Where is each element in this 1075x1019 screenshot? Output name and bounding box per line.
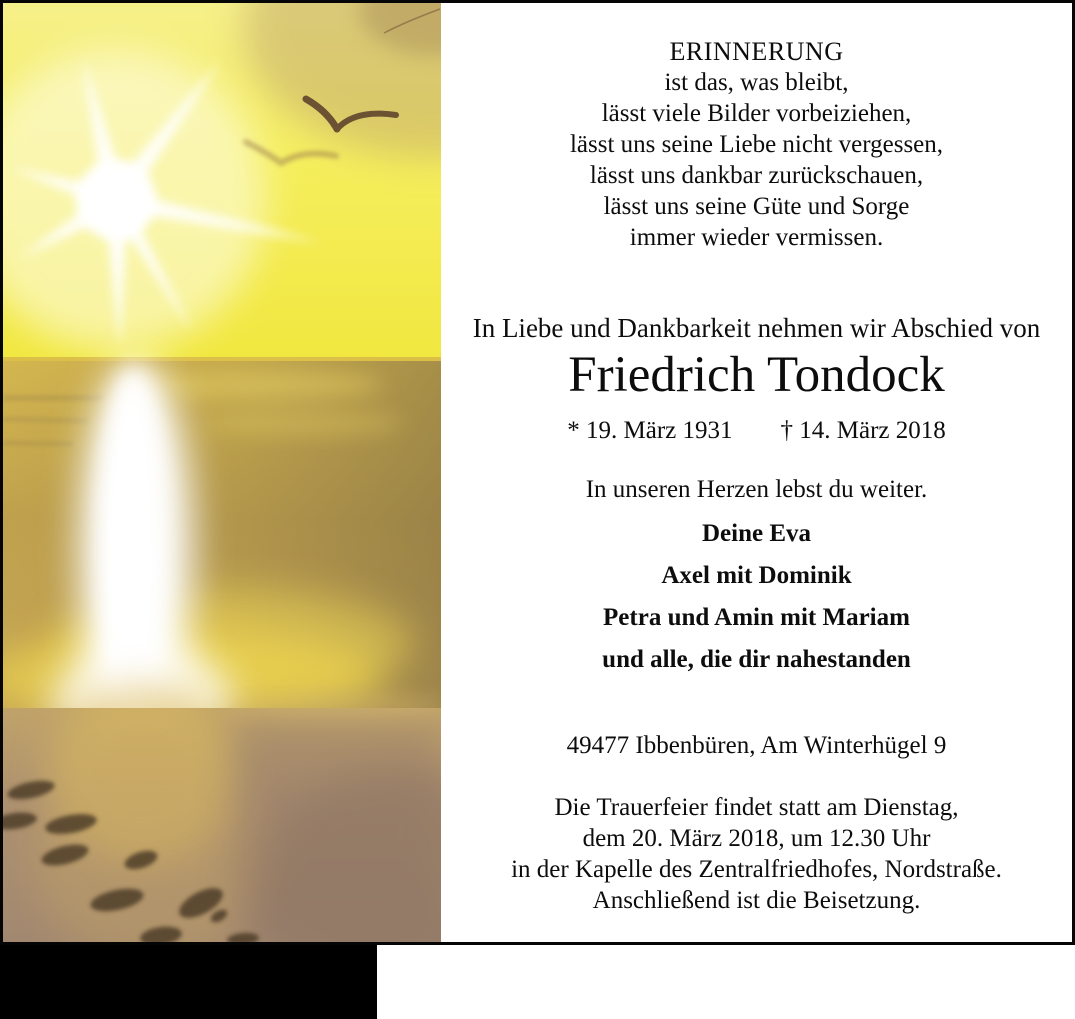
home-address: 49477 Ibbenbüren, Am Winterhügel 9 [566, 732, 947, 759]
scan-black-bar [0, 945, 377, 1019]
poem-line: ist das, was bleibt, [664, 69, 849, 96]
poem-line: lässt uns seine Güte und Sorge [603, 193, 910, 220]
life-dates [441, 417, 1072, 445]
mourner-line: und alle, die dir nahestanden [602, 646, 911, 673]
deceased-name: Friedrich Tondock [568, 347, 945, 403]
funeral-details [441, 792, 1072, 916]
poem-line: lässt uns seine Liebe nicht vergessen, [569, 131, 944, 158]
funeral-line: Anschließend ist die Beisetzung. [592, 887, 921, 914]
remembrance-line: In unseren Herzen lebst du weiter. [585, 476, 928, 503]
birth-date: * 19. März 1931 [567, 417, 733, 444]
poem-line: immer wieder vermissen. [629, 224, 884, 251]
poem-line: lässt viele Bilder vorbeiziehen, [601, 100, 912, 127]
mourner-line: Axel mit Dominik [661, 562, 852, 589]
memorial-sunset-photo [3, 3, 441, 942]
death-date: † 14. März 2018 [780, 417, 946, 444]
mourners-list [441, 513, 1072, 681]
funeral-line: dem 20. März 2018, um 12.30 Uhr [582, 825, 931, 852]
funeral-line: Die Trauerfeier findet statt am Dienstag, [554, 794, 959, 821]
funeral-line: in der Kapelle des Zentralfriedhofes, Nordstraße. [511, 856, 1002, 883]
poem-title: ERINNERUNG [669, 37, 844, 66]
mourner-line: Deine Eva [701, 520, 812, 547]
memorial-poem [441, 36, 1072, 253]
mourner-line: Petra und Amin mit Mariam [603, 604, 910, 631]
beach-sand [3, 683, 441, 942]
poem-line: lässt uns dankbar zurückschauen, [589, 162, 924, 189]
farewell-intro-line: In Liebe und Dankbarkeit nehmen wir Abschied von [472, 313, 1041, 343]
obituary-text-panel [441, 3, 1072, 942]
